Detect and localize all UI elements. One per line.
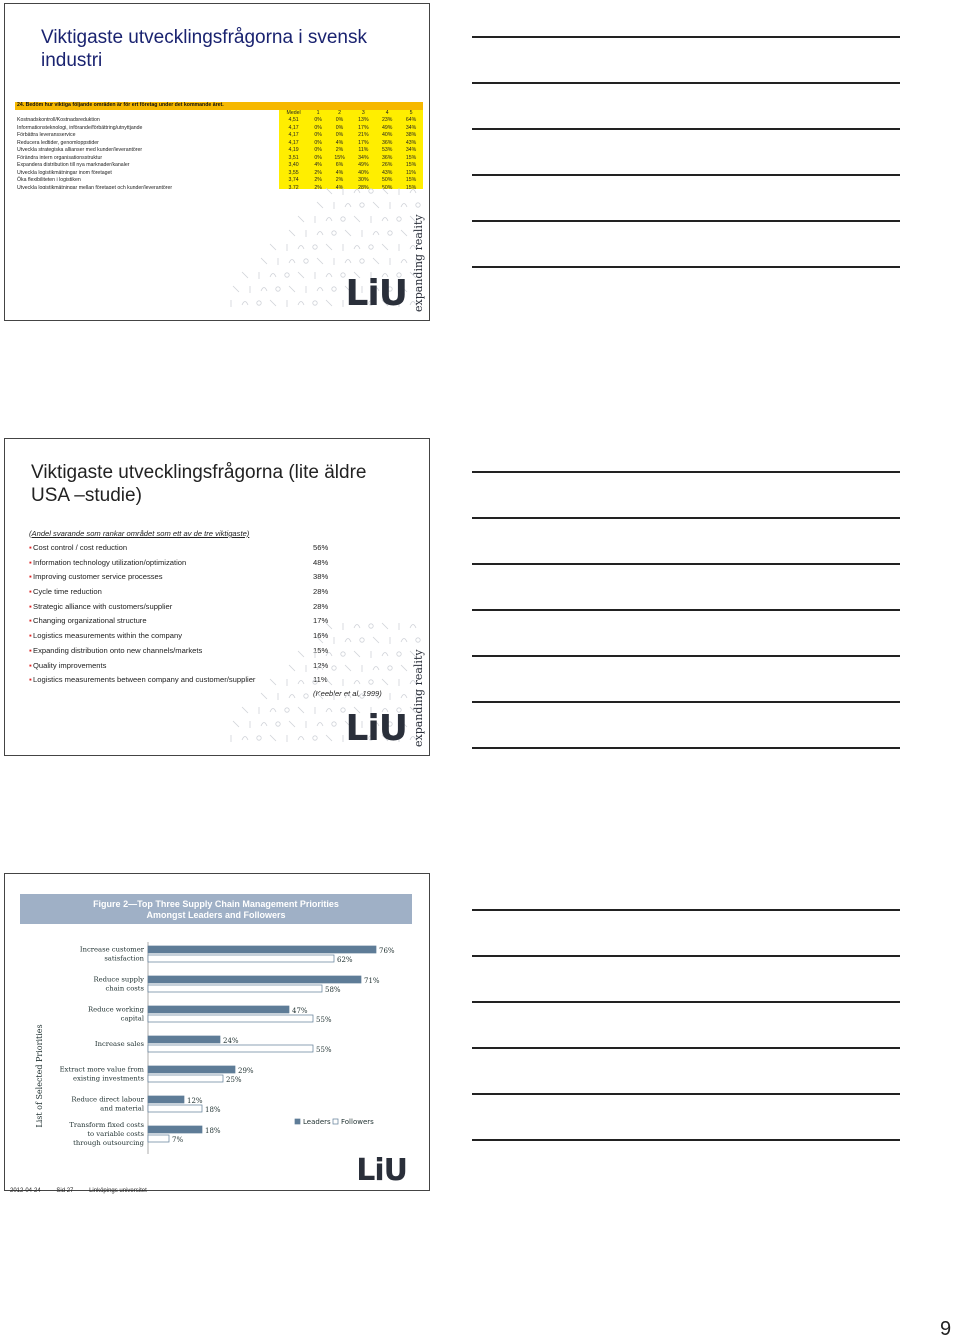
row-value: 4% (328, 170, 352, 178)
bullet-icon: ▪ (29, 645, 32, 655)
row-value: 30% (351, 177, 375, 185)
list-item-value: 12% (313, 660, 329, 670)
bar-leaders (148, 1006, 289, 1013)
row-value: 15% (399, 162, 423, 170)
row-value: 38% (399, 132, 423, 140)
priority-table-clip (15, 102, 423, 189)
data-label: 55% (316, 1046, 332, 1054)
list-item (29, 675, 329, 690)
row-value: 15% (399, 155, 423, 163)
row-label: Reducera ledtider, genomloppstider (15, 140, 279, 148)
category-label: and material (100, 1104, 144, 1113)
list-item-label: Logistics measurements between company and customer/supplier (33, 675, 256, 685)
list-item (29, 587, 329, 602)
row-value: 0% (309, 125, 328, 133)
table-row (15, 125, 423, 133)
row-value: 4,17 (279, 132, 309, 140)
row-value: 34% (351, 155, 375, 163)
slide-1 (4, 3, 430, 321)
data-label: 12% (187, 1097, 203, 1105)
row-value: 13% (351, 117, 375, 125)
row-value: 6% (328, 162, 352, 170)
note-line (472, 655, 900, 657)
slide-3 (4, 873, 430, 1191)
row-value: 40% (351, 170, 375, 178)
row-label: Öka flexibiliteten i logistiken (15, 177, 279, 185)
slide-2 (4, 438, 430, 756)
list-item-label: Cycle time reduction (33, 587, 102, 597)
row-value: 3,51 (279, 155, 309, 163)
note-line (472, 517, 900, 519)
table-header: 1 (309, 110, 328, 118)
row-value: 21% (351, 132, 375, 140)
liu-logo: LiU (356, 1153, 407, 1188)
category-label: Reduce working (87, 1005, 144, 1014)
row-value: 11% (399, 170, 423, 178)
note-line (472, 36, 900, 38)
data-label: 25% (226, 1076, 242, 1084)
tagline-vertical: expanding reality (412, 649, 425, 747)
bar-followers (148, 1135, 169, 1142)
tagline-vertical: expanding reality (412, 214, 425, 312)
row-label: Förbättra leveransservice (15, 132, 279, 140)
bar-followers (148, 985, 322, 992)
category-label: chain costs (105, 984, 144, 993)
row-label: Förändra intern organisationsstruktur (15, 155, 279, 163)
table-header: 3 (351, 110, 375, 118)
note-line (472, 909, 900, 911)
row-value: 50% (375, 177, 399, 185)
liu-watermark (219, 170, 429, 320)
bullet-icon: ▪ (29, 631, 32, 641)
legend-entry: Leaders (303, 1118, 331, 1126)
table-row (15, 162, 423, 170)
data-label: 55% (316, 1016, 332, 1024)
note-line (472, 747, 900, 749)
data-label: 7% (172, 1136, 184, 1144)
list-item (29, 543, 329, 558)
row-value: 50% (375, 185, 399, 190)
row-value: 4,17 (279, 125, 309, 133)
note-line (472, 1001, 900, 1003)
row-value: 17% (351, 140, 375, 148)
table-row (15, 147, 423, 155)
row-value: 0% (309, 155, 328, 163)
table-row (15, 185, 423, 190)
bar-leaders (148, 976, 361, 983)
bar-followers (148, 1045, 313, 1052)
legend-swatch (295, 1119, 300, 1124)
bar-leaders (148, 1126, 202, 1133)
row-value: 3,55 (279, 170, 309, 178)
category-label: Extract more value from (59, 1065, 144, 1074)
y-axis-label: List of Selected Priorities (35, 1024, 44, 1128)
row-value: 0% (309, 132, 328, 140)
note-line (472, 128, 900, 130)
row-value: 26% (375, 162, 399, 170)
slide-footer (10, 1188, 161, 1194)
row-value: 49% (351, 162, 375, 170)
category-label: satisfaction (104, 954, 144, 963)
data-label: 18% (205, 1127, 221, 1135)
row-value: 4,19 (279, 147, 309, 155)
row-value: 36% (375, 140, 399, 148)
bar-followers (148, 1105, 202, 1112)
liu-logo: LiU (345, 708, 407, 749)
list-item (29, 616, 329, 631)
table-row (15, 132, 423, 140)
row-value: 3,40 (279, 162, 309, 170)
data-label: 71% (364, 977, 380, 985)
note-line (472, 701, 900, 703)
data-label: 58% (325, 986, 341, 994)
chart-title: Figure 2—Top Three Supply Chain Management Priorities (93, 899, 339, 909)
row-label: Utveckla logistikmätningar mellan företaget och kunder/leverantörer (15, 185, 279, 190)
list-item (29, 558, 329, 573)
list-item-label: Quality improvements (33, 660, 107, 670)
note-line (472, 220, 900, 222)
table-row (15, 140, 423, 148)
list-item-label: Information technology utilization/optimization (33, 557, 187, 567)
row-label: Kostnadskontroll/Kostnadsreduktion (15, 117, 279, 125)
row-value: 11% (351, 147, 375, 155)
row-value: 64% (399, 117, 423, 125)
bullet-icon: ▪ (29, 616, 32, 626)
note-line (472, 266, 900, 268)
list-item (29, 646, 329, 661)
list-item-value: 56% (313, 543, 329, 552)
row-value: 0% (309, 117, 328, 125)
row-value: 2% (328, 147, 352, 155)
glyph-pattern-icon (219, 170, 429, 320)
list-item-value: 15% (313, 645, 329, 655)
chart-header (20, 894, 412, 924)
list-item-value: 28% (313, 601, 329, 611)
list-item-value: 17% (313, 616, 329, 626)
row-value: 15% (328, 155, 352, 163)
category-label: through outsourcing (73, 1139, 144, 1147)
table-header: 5 (399, 110, 423, 118)
category-label: to variable costs (87, 1130, 144, 1138)
list-item-label: Improving customer service processes (33, 572, 163, 582)
row-label: Utveckla logistikmätningar inom företaget (15, 170, 279, 178)
row-value: 0% (328, 132, 352, 140)
note-line (472, 471, 900, 473)
row-value: 2% (328, 177, 352, 185)
category-label: Transform fixed costs (69, 1121, 144, 1129)
row-label: Utveckla strategiska allianser med kunder/leverantörer (15, 147, 279, 155)
note-line (472, 82, 900, 84)
chart-title-line2: Amongst Leaders and Followers (146, 910, 286, 920)
row-value: 36% (375, 155, 399, 163)
bullet-icon: ▪ (29, 660, 32, 670)
table-row (15, 170, 423, 178)
category-label: Increase sales (94, 1040, 144, 1048)
row-value: 15% (399, 177, 423, 185)
row-label: Informationsteknologi, införande/förbättring/utnyttjande (15, 125, 279, 133)
category-label: existing investments (72, 1074, 144, 1083)
list-item-label: Cost control / cost reduction (33, 543, 128, 552)
data-label: 76% (379, 947, 395, 955)
table-row (15, 117, 423, 125)
bar-leaders (148, 1036, 220, 1043)
list-item-label: Changing organizational structure (33, 616, 147, 626)
list-item (29, 631, 329, 646)
bar-followers (148, 1075, 223, 1082)
bullet-icon: ▪ (29, 587, 32, 597)
note-line (472, 955, 900, 957)
row-value: 4% (328, 140, 352, 148)
list-item (29, 572, 329, 587)
row-value: 4,51 (279, 117, 309, 125)
footer-date: 2012-04-24 (10, 1188, 41, 1194)
list-item-label: Strategic alliance with customers/supplier (33, 601, 173, 611)
bar-followers (148, 1015, 313, 1022)
list-item-value: 38% (313, 572, 329, 582)
row-value: 0% (328, 125, 352, 133)
data-label: 24% (223, 1037, 239, 1045)
table-row (15, 177, 423, 185)
table-header (15, 110, 279, 118)
row-value: 28% (351, 185, 375, 190)
bar-leaders (148, 1066, 235, 1073)
list-item-value: 28% (313, 587, 329, 597)
bullet-icon: ▪ (29, 675, 32, 685)
slide-1-title: Viktigaste utvecklingsfrågorna i svensk industri (41, 27, 367, 71)
category-label: Increase customer (79, 945, 144, 954)
list-item-value: 16% (313, 631, 329, 641)
category-label: Reduce direct labour (71, 1095, 144, 1104)
liu-logo: LiU (345, 273, 407, 314)
table-header: Medel (279, 110, 309, 118)
slide-2-title: Viktigaste utvecklingsfrågorna (lite äldre USA –studie) (31, 462, 367, 506)
note-line (472, 1047, 900, 1049)
row-value: 4% (328, 185, 352, 190)
row-value: 53% (375, 147, 399, 155)
bullet-icon: ▪ (29, 572, 32, 582)
note-line (472, 1093, 900, 1095)
row-value: 4% (309, 162, 328, 170)
row-value: 4,17 (279, 140, 309, 148)
row-value: 3,74 (279, 177, 309, 185)
table-row (15, 155, 423, 163)
note-line (472, 174, 900, 176)
legend-swatch (333, 1119, 338, 1124)
note-line (472, 1139, 900, 1141)
row-value: 0% (328, 117, 352, 125)
table-header: 4 (375, 110, 399, 118)
bar-followers (148, 955, 334, 962)
priority-table (15, 102, 423, 189)
row-value: 2% (309, 177, 328, 185)
footer-org: Linköpings universitet (89, 1188, 147, 1194)
row-value: 17% (351, 125, 375, 133)
note-line (472, 563, 900, 565)
row-value: 34% (399, 125, 423, 133)
priority-list (29, 543, 329, 690)
footer-page: Sid 27 (56, 1188, 74, 1194)
priorities-bar-chart (20, 926, 412, 1166)
data-label: 62% (337, 956, 353, 964)
slide-2-subtitle: (Andel svarande som rankar området som ett av de tre viktigaste) (29, 529, 250, 538)
row-value: 15% (399, 185, 423, 190)
row-value: 40% (375, 132, 399, 140)
legend-entry: Followers (341, 1118, 374, 1126)
row-label: Expandera distribution till nya marknader/kanaler (15, 162, 279, 170)
list-item (29, 661, 329, 676)
bar-leaders (148, 1096, 184, 1103)
list-item-value: 48% (313, 557, 329, 567)
row-value: 23% (375, 117, 399, 125)
data-label: 29% (238, 1067, 254, 1075)
bullet-icon: ▪ (29, 601, 32, 611)
row-value: 0% (309, 147, 328, 155)
data-label: 47% (292, 1007, 308, 1015)
list-item-label: Expanding distribution onto new channels/markets (33, 645, 203, 655)
row-value: 2% (309, 170, 328, 178)
table-question: 24. Bedöm hur viktiga följande områden är för ert företag under det kommande året. (15, 102, 423, 110)
row-value: 2% (309, 185, 328, 190)
list-item-label: Logistics measurements within the company (33, 631, 182, 641)
table-header: 2 (328, 110, 352, 118)
bullet-icon: ▪ (29, 543, 32, 552)
category-label: capital (120, 1014, 144, 1023)
source-citation: (Keebler et al, 1999) (313, 689, 382, 698)
list-item-value: 11% (313, 675, 328, 685)
row-value: 43% (375, 170, 399, 178)
row-value: 3,72 (279, 185, 309, 190)
data-label: 18% (205, 1106, 221, 1114)
bullet-icon: ▪ (29, 557, 32, 567)
row-value: 49% (375, 125, 399, 133)
row-value: 34% (399, 147, 423, 155)
note-line (472, 609, 900, 611)
bar-leaders (148, 946, 376, 953)
list-item (29, 602, 329, 617)
row-value: 0% (309, 140, 328, 148)
page-number: 9 (940, 1318, 952, 1340)
row-value: 43% (399, 140, 423, 148)
category-label: Reduce supply (93, 975, 144, 984)
